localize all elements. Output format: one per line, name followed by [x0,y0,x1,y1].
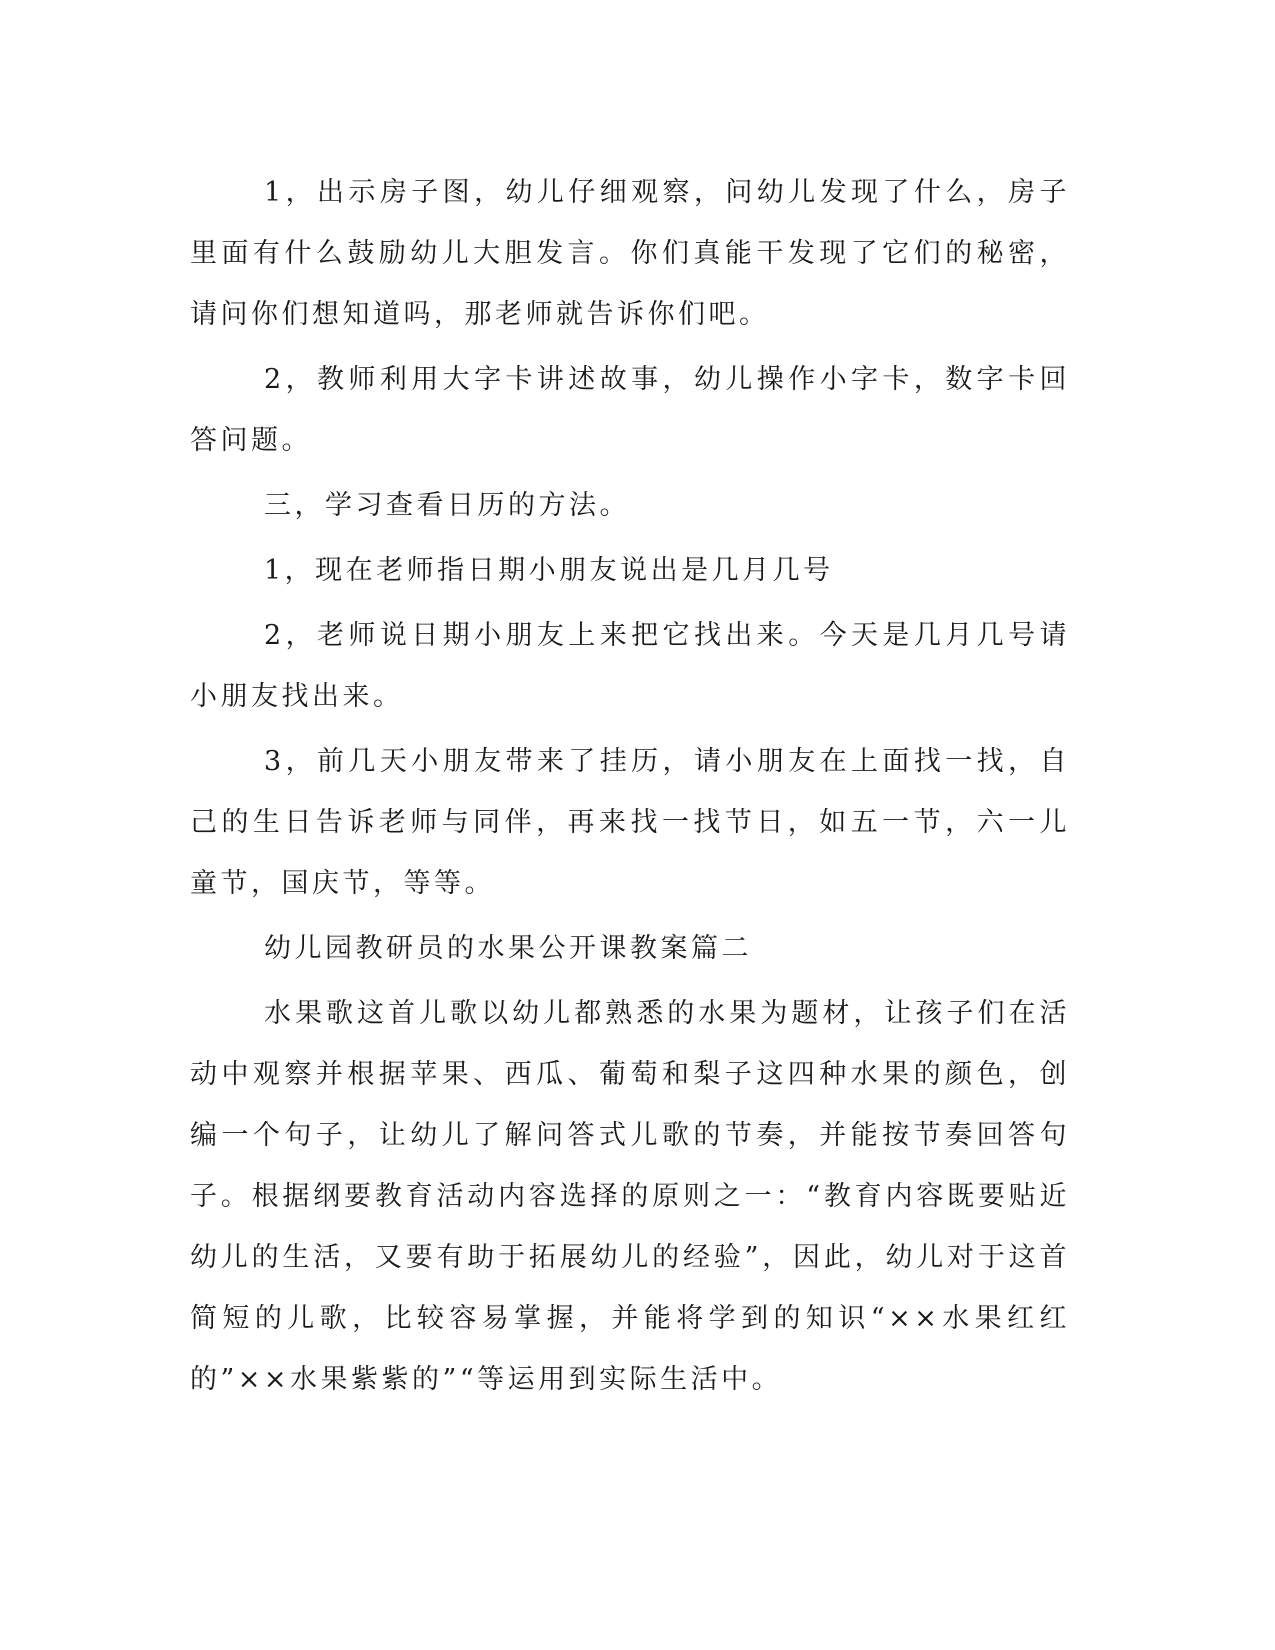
paragraph-calendar-step-2: 2，老师说日期小朋友上来把它找出来。今天是几月几号请小朋友找出来。 [190,620,1070,712]
paragraph-calendar-step-1: 1，现在老师指日期小朋友说出是几月几号 [264,555,834,586]
section-heading-calendar: 三，学习查看日历的方法。 [264,490,630,521]
section-title-fruit-lesson: 幼儿园教研员的水果公开课教案篇二 [264,933,752,964]
paragraph-fruit-song-intro: 水果歌这首儿歌以幼儿都熟悉的水果为题材，让孩子们在活动中观察并根据苹果、西瓜、葡萄和梨子这四种水果的颜色，创编一个句子，让幼儿了解问答式儿歌的节奏，并能按节奏回答句子。根据纲要教育活动内容选择的原则之一：“教育内容既要贴近幼儿的生活，又要有助于拓展幼儿的经验”，因此，幼儿对于这首简短的儿歌，比较容易掌握，并能将学到的知识“××水果红红的”××水果紫紫的”“等运用到实际生活中。 [190,998,1070,1395]
paragraph-step-1-show-house: 1，出示房子图，幼儿仔细观察，问幼儿发现了什么，房子里面有什么鼓励幼儿大胆发言。你们真能干发现了它们的秘密，请问你们想知道吗，那老师就告诉你们吧。 [190,177,1070,330]
document-body [190,162,1070,1414]
paragraph-calendar-step-3: 3，前几天小朋友带来了挂历，请小朋友在上面找一找，自己的生日告诉老师与同伴，再来找一找节日，如五一节，六一儿童节，国庆节，等等。 [190,746,1070,899]
paragraph-step-2-word-cards: 2，教师利用大字卡讲述故事，幼儿操作小字卡，数字卡回答问题。 [190,364,1070,456]
